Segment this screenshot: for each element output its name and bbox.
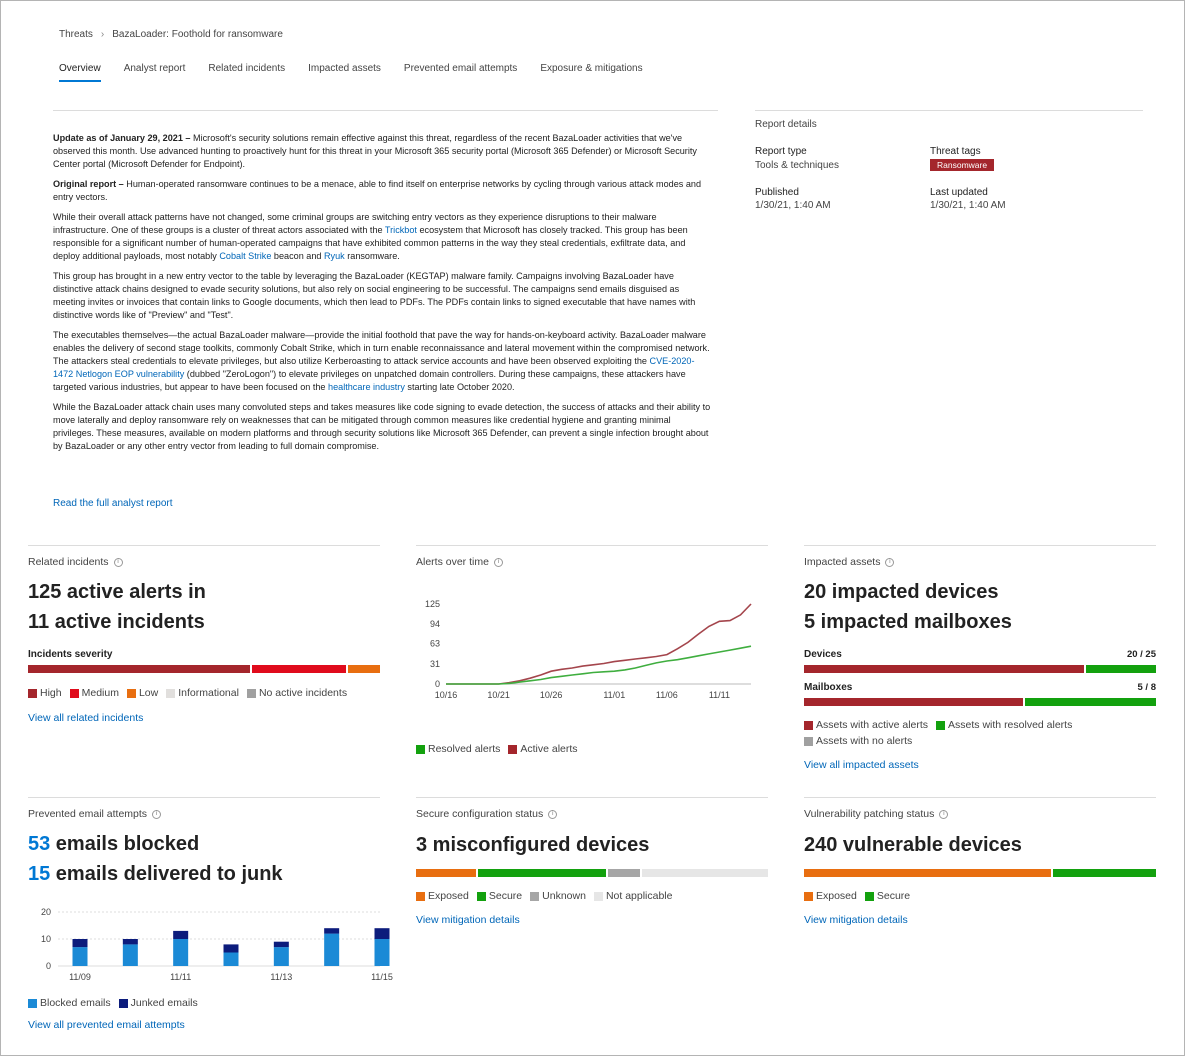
tab-prevented-email-attempts[interactable]: Prevented email attempts <box>403 63 518 74</box>
report-text: Human-operated ransomware continues to be a menace, able to find itself on enterprise networks by cycling through various attack modes and entry vectors. <box>53 179 702 202</box>
mailboxes-resolved-segment <box>1025 698 1156 706</box>
report-text: The executables themselves—the actual BazaLoader malware—provide the initial foothold that pave the way for hands-on-keyboard activity. BazaLoader malware enables the delivery of second stage toolkits, commonly Cobalt Strike, which in turn enable reconnaissance and lateral movement within the compromised network. The attackers steal credentials to elevate privileges, but also utilize Kerberoasting to attack service accounts and have been observed exploiting the <box>53 330 710 366</box>
legend-item <box>416 743 500 755</box>
last-updated-label: Last updated <box>930 187 988 198</box>
emails-blocked-text: emails blocked <box>50 833 200 855</box>
x-tick-label: 10/26 <box>539 690 563 700</box>
trickbot-link[interactable]: Trickbot <box>384 225 417 235</box>
secure-config-legend <box>416 890 672 902</box>
resolved-alerts-line <box>446 646 751 684</box>
y-tick-label: 0 <box>434 679 440 689</box>
legend-item <box>804 890 857 902</box>
alerts-line-chart <box>416 592 768 752</box>
mailboxes-active-segment <box>804 698 1023 706</box>
info-icon[interactable]: i <box>885 558 894 567</box>
legend-swatch <box>119 999 128 1008</box>
x-tick-label: 11/11 <box>708 690 731 700</box>
report-paragraph <box>53 211 713 263</box>
card-title-text: Prevented email attempts <box>28 808 148 820</box>
card-title <box>28 808 161 820</box>
legend-swatch <box>804 892 813 901</box>
legend-item <box>936 719 1072 731</box>
legend-swatch <box>416 745 425 754</box>
view-mitigation-details-link[interactable]: View mitigation details <box>804 914 908 926</box>
report-original-heading: Original report – <box>53 179 124 189</box>
card-title-text: Secure configuration status <box>416 808 544 820</box>
junked-emails-bar <box>173 931 188 939</box>
alerts-over-time-card <box>416 545 768 760</box>
vulnerability-legend <box>804 890 910 902</box>
blocked-emails-bar <box>173 939 188 966</box>
tab-bar <box>59 63 643 82</box>
x-tick-label: 11/01 <box>603 690 626 700</box>
legend-swatch <box>70 689 79 698</box>
legend-label: Blocked emails <box>40 997 111 1009</box>
card-title-text: Impacted assets <box>804 556 881 568</box>
card-title <box>804 556 894 568</box>
report-text: ecosystem that Microsoft has closely tracked. This group has been responsible for a significant number of human-operated campaigns that have exhibited common patterns in the way they steal credentials, exfiltrate data, and deploy additional payloads, most notably <box>53 225 688 261</box>
secure-config-bar <box>416 869 768 877</box>
emails-junk-headline <box>28 863 283 886</box>
y-tick-label: 10 <box>40 934 51 944</box>
legend-item <box>70 687 119 699</box>
assets-legend <box>804 719 1104 747</box>
card-title-text: Alerts over time <box>416 556 489 568</box>
chevron-right-icon: › <box>100 29 105 40</box>
impacted-assets-card <box>804 545 1156 775</box>
vulnerable-devices-headline: 240 vulnerable devices <box>804 834 1022 856</box>
y-tick-label: 31 <box>429 659 440 670</box>
legend-item <box>416 890 469 902</box>
incidents-severity-label: Incidents severity <box>28 649 113 660</box>
incidents-severity-bar <box>28 665 380 673</box>
legend-label: Secure <box>876 890 911 902</box>
card-title <box>416 556 503 568</box>
threat-tags-label: Threat tags <box>930 146 981 157</box>
legend-item <box>28 997 111 1009</box>
blocked-emails-bar <box>274 947 289 966</box>
legend-label: Resolved alerts <box>428 743 501 755</box>
severity-legend <box>28 687 347 699</box>
legend-label: Not applicable <box>605 890 673 902</box>
report-text: While their overall attack patterns have not changed, some criminal groups are switching entry vectors as they experience disruptions to their malware infrastructure. One of these groups is a cluster of threat actors associated with the <box>53 212 657 235</box>
legend-swatch <box>508 745 517 754</box>
legend-label: Active alerts <box>520 743 578 755</box>
y-tick-label: 94 <box>429 618 440 629</box>
view-related-incidents-link[interactable]: View all related incidents <box>28 712 144 724</box>
legend-label: High <box>40 687 62 699</box>
view-prevented-emails-link[interactable]: View all prevented email attempts <box>28 1019 185 1031</box>
info-icon[interactable]: i <box>152 810 161 819</box>
blocked-emails-bar <box>123 944 138 966</box>
emails-blocked-headline <box>28 833 199 856</box>
info-icon[interactable]: i <box>494 558 503 567</box>
ryuk-link[interactable]: Ryuk <box>323 251 345 261</box>
tab-impacted-assets[interactable]: Impacted assets <box>308 63 381 74</box>
card-title-text: Vulnerability patching status <box>804 808 935 820</box>
y-tick-label: 125 <box>424 599 440 609</box>
legend-swatch <box>804 721 813 730</box>
legend-swatch <box>247 689 256 698</box>
blocked-emails-bar <box>224 953 239 967</box>
card-title <box>28 556 123 568</box>
divider <box>755 110 1143 111</box>
report-type-value: Tools & techniques <box>755 160 839 171</box>
legend-swatch <box>936 721 945 730</box>
legend-swatch <box>127 689 136 698</box>
junked-emails-bar <box>324 928 339 933</box>
blocked-emails-bar <box>73 947 88 966</box>
tab-overview[interactable]: Overview <box>59 63 101 82</box>
published-value: 1/30/21, 1:40 AM <box>755 200 831 211</box>
junked-emails-bar <box>123 939 138 944</box>
active-incidents-headline: 11 active incidents <box>28 611 205 633</box>
legend-label: Low <box>138 687 159 699</box>
legend-swatch <box>416 892 425 901</box>
legend-swatch <box>865 892 874 901</box>
card-title <box>416 808 557 820</box>
x-tick-label: 11/13 <box>270 972 293 982</box>
devices-resolved-segment <box>1086 665 1156 673</box>
secure-segment <box>478 869 606 877</box>
tab-related-incidents[interactable]: Related incidents <box>208 63 286 74</box>
vulnerability-patching-card <box>804 797 1156 937</box>
exposed-segment <box>804 869 1051 877</box>
devices-bar <box>804 665 1156 673</box>
cobalt-strike-link[interactable]: Cobalt Strike <box>219 251 272 261</box>
vulnerability-bar <box>804 869 1156 877</box>
legend-swatch <box>530 892 539 901</box>
report-text: ransomware. <box>344 251 400 261</box>
mailboxes-bar <box>804 698 1156 706</box>
legend-swatch <box>804 737 813 746</box>
junked-emails-bar <box>224 944 239 952</box>
blocked-emails-bar <box>324 934 339 966</box>
read-full-report-link[interactable]: Read the full analyst report <box>53 498 173 509</box>
legend-swatch <box>28 999 37 1008</box>
not-applicable-segment <box>642 869 768 877</box>
impacted-mailboxes-headline: 5 impacted mailboxes <box>804 611 1012 633</box>
severity-high-segment <box>28 665 250 673</box>
emails-bar-chart <box>28 904 393 989</box>
junked-emails-bar <box>375 928 390 939</box>
view-mitigation-details-link[interactable]: View mitigation details <box>416 914 520 926</box>
legend-label: Junked emails <box>130 997 198 1009</box>
breadcrumb-threats[interactable]: Threats <box>59 29 93 40</box>
mailboxes-count: 5 / 8 <box>1137 682 1156 693</box>
mailboxes-label: Mailboxes <box>804 682 853 693</box>
card-title <box>804 808 948 820</box>
emails-blocked-count: 53 <box>28 833 51 855</box>
emails-junk-count: 15 <box>28 863 51 885</box>
legend-item <box>28 687 62 699</box>
legend-swatch <box>477 892 486 901</box>
legend-swatch <box>28 689 37 698</box>
last-updated-value: 1/30/21, 1:40 AM <box>930 200 1006 211</box>
devices-count: 20 / 25 <box>1126 649 1156 660</box>
tab-exposure-mitigations[interactable]: Exposure & mitigations <box>540 63 643 74</box>
legend-item <box>127 687 158 699</box>
divider <box>53 110 718 111</box>
x-tick-label: 10/16 <box>434 690 458 700</box>
junked-emails-bar <box>274 942 289 947</box>
x-tick-label: 11/11 <box>170 972 192 982</box>
report-paragraph: This group has brought in a new entry vector to the table by leveraging the BazaLoader (KEGTAP) malware family. Campaigns involving BazaLoader have distinctive attack chains designed to evade security solutions, but also rely on social engineering to be successful. The campaigns send emails disguised as meeting invites or invoices that contain links to Google documents, which then lead to PDFs. The PDFs contain links to signed executable that have names with distinctive words like of "Preview" and "Test". <box>53 271 696 320</box>
junked-emails-bar <box>73 939 88 947</box>
report-paragraph <box>53 329 713 394</box>
legend-item <box>804 735 912 747</box>
report-text: starting late October 2020. <box>404 382 515 392</box>
legend-item <box>804 719 928 731</box>
tab-analyst-report[interactable]: Analyst report <box>123 63 186 74</box>
legend-label: Exposed <box>428 890 469 902</box>
x-tick-label: 11/09 <box>69 972 91 982</box>
y-tick-label: 20 <box>40 907 51 917</box>
legend-label: No active incidents <box>258 687 348 699</box>
legend-item <box>594 890 673 902</box>
misconfigured-devices-headline: 3 misconfigured devices <box>416 834 650 856</box>
severity-medium-segment <box>252 665 346 673</box>
legend-item <box>865 890 910 902</box>
legend-label: Exposed <box>816 890 857 902</box>
legend-swatch <box>166 689 175 698</box>
legend-label: Informational <box>178 687 239 699</box>
emails-legend <box>28 997 198 1009</box>
legend-item <box>508 743 577 755</box>
card-title-text: Related incidents <box>28 556 109 568</box>
cve-link[interactable]: CVE-2020-1472 Netlogon EOP vulnerability <box>53 356 695 379</box>
breadcrumb <box>59 29 283 40</box>
y-tick-label: 63 <box>429 638 440 649</box>
legend-label: Unknown <box>542 890 586 902</box>
report-details-title: Report details <box>755 119 817 130</box>
prevented-email-card <box>28 797 393 1037</box>
y-tick-label: 0 <box>45 961 51 971</box>
secure-config-card <box>416 797 768 937</box>
info-icon[interactable]: i <box>548 810 557 819</box>
x-tick-label: 11/06 <box>655 690 678 700</box>
blocked-emails-bar <box>375 939 390 966</box>
emails-junk-text: emails delivered to junk <box>50 863 283 885</box>
legend-item <box>247 687 347 699</box>
legend-label: Assets with resolved alerts <box>948 719 1073 731</box>
report-summary <box>53 132 713 460</box>
severity-low-segment <box>348 665 380 673</box>
legend-item <box>119 997 198 1009</box>
report-type-label: Report type <box>755 146 807 157</box>
related-incidents-card <box>28 545 380 745</box>
published-label: Published <box>755 187 799 198</box>
report-paragraph <box>53 178 713 204</box>
info-icon[interactable]: i <box>939 810 948 819</box>
report-paragraph <box>53 132 713 171</box>
info-icon[interactable]: i <box>114 558 123 567</box>
x-tick-label: 11/15 <box>371 972 393 982</box>
secure-segment <box>1053 869 1156 877</box>
legend-swatch <box>594 892 603 901</box>
legend-item <box>530 890 586 902</box>
unknown-segment <box>608 869 640 877</box>
legend-label: Medium <box>81 687 119 699</box>
active-alerts-headline: 125 active alerts in <box>28 581 206 603</box>
alerts-legend <box>416 743 578 755</box>
ransomware-tag[interactable]: Ransomware <box>930 159 994 171</box>
report-text: beacon and <box>271 251 324 261</box>
breadcrumb-current: BazaLoader: Foothold for ransomware <box>112 29 283 40</box>
legend-label: Secure <box>488 890 523 902</box>
report-text: (dubbed "ZeroLogon") to elevate privileges on unpatched domain controllers. During these campaigns, these attackers have targeted various industries, but appear to have been focused on the <box>53 369 686 392</box>
report-update-heading: Update as of January 29, 2021 – <box>53 133 191 143</box>
report-text: Microsoft's security solutions remain effective against this threat, regardless of the recent BazaLoader activities that we've observed this month. Use advanced hunting to proactively hunt for this threat in your Microsoft 365 security portal (Microsoft 365 Defender) or Microsoft Security Center portal (Microsoft Defender for Endpoint). <box>53 133 697 169</box>
legend-label: Assets with active alerts <box>816 719 929 731</box>
view-impacted-assets-link[interactable]: View all impacted assets <box>804 759 919 771</box>
legend-item <box>166 687 239 699</box>
exposed-segment <box>416 869 476 877</box>
impacted-devices-headline: 20 impacted devices <box>804 581 999 603</box>
devices-label: Devices <box>804 649 842 660</box>
devices-active-segment <box>804 665 1084 673</box>
report-paragraph: While the BazaLoader attack chain uses many convoluted steps and takes measures like code signing to evade detection, the success of attacks and their ability to move laterally and deploy ransomware rely on weaknesses that can be mitigated through common measures like credential hygiene and granting minimal privileges. These measures, available on modern platforms and through security solutions like Microsoft 365 Defender, can prevent a single infection brought about by BazaLoader or any other entry vector from leading to full domain compromise. <box>53 402 711 451</box>
x-tick-label: 10/21 <box>487 690 510 700</box>
legend-label: Assets with no alerts <box>816 735 913 747</box>
legend-item <box>477 890 522 902</box>
healthcare-industry-link[interactable]: healthcare industry <box>328 382 405 392</box>
